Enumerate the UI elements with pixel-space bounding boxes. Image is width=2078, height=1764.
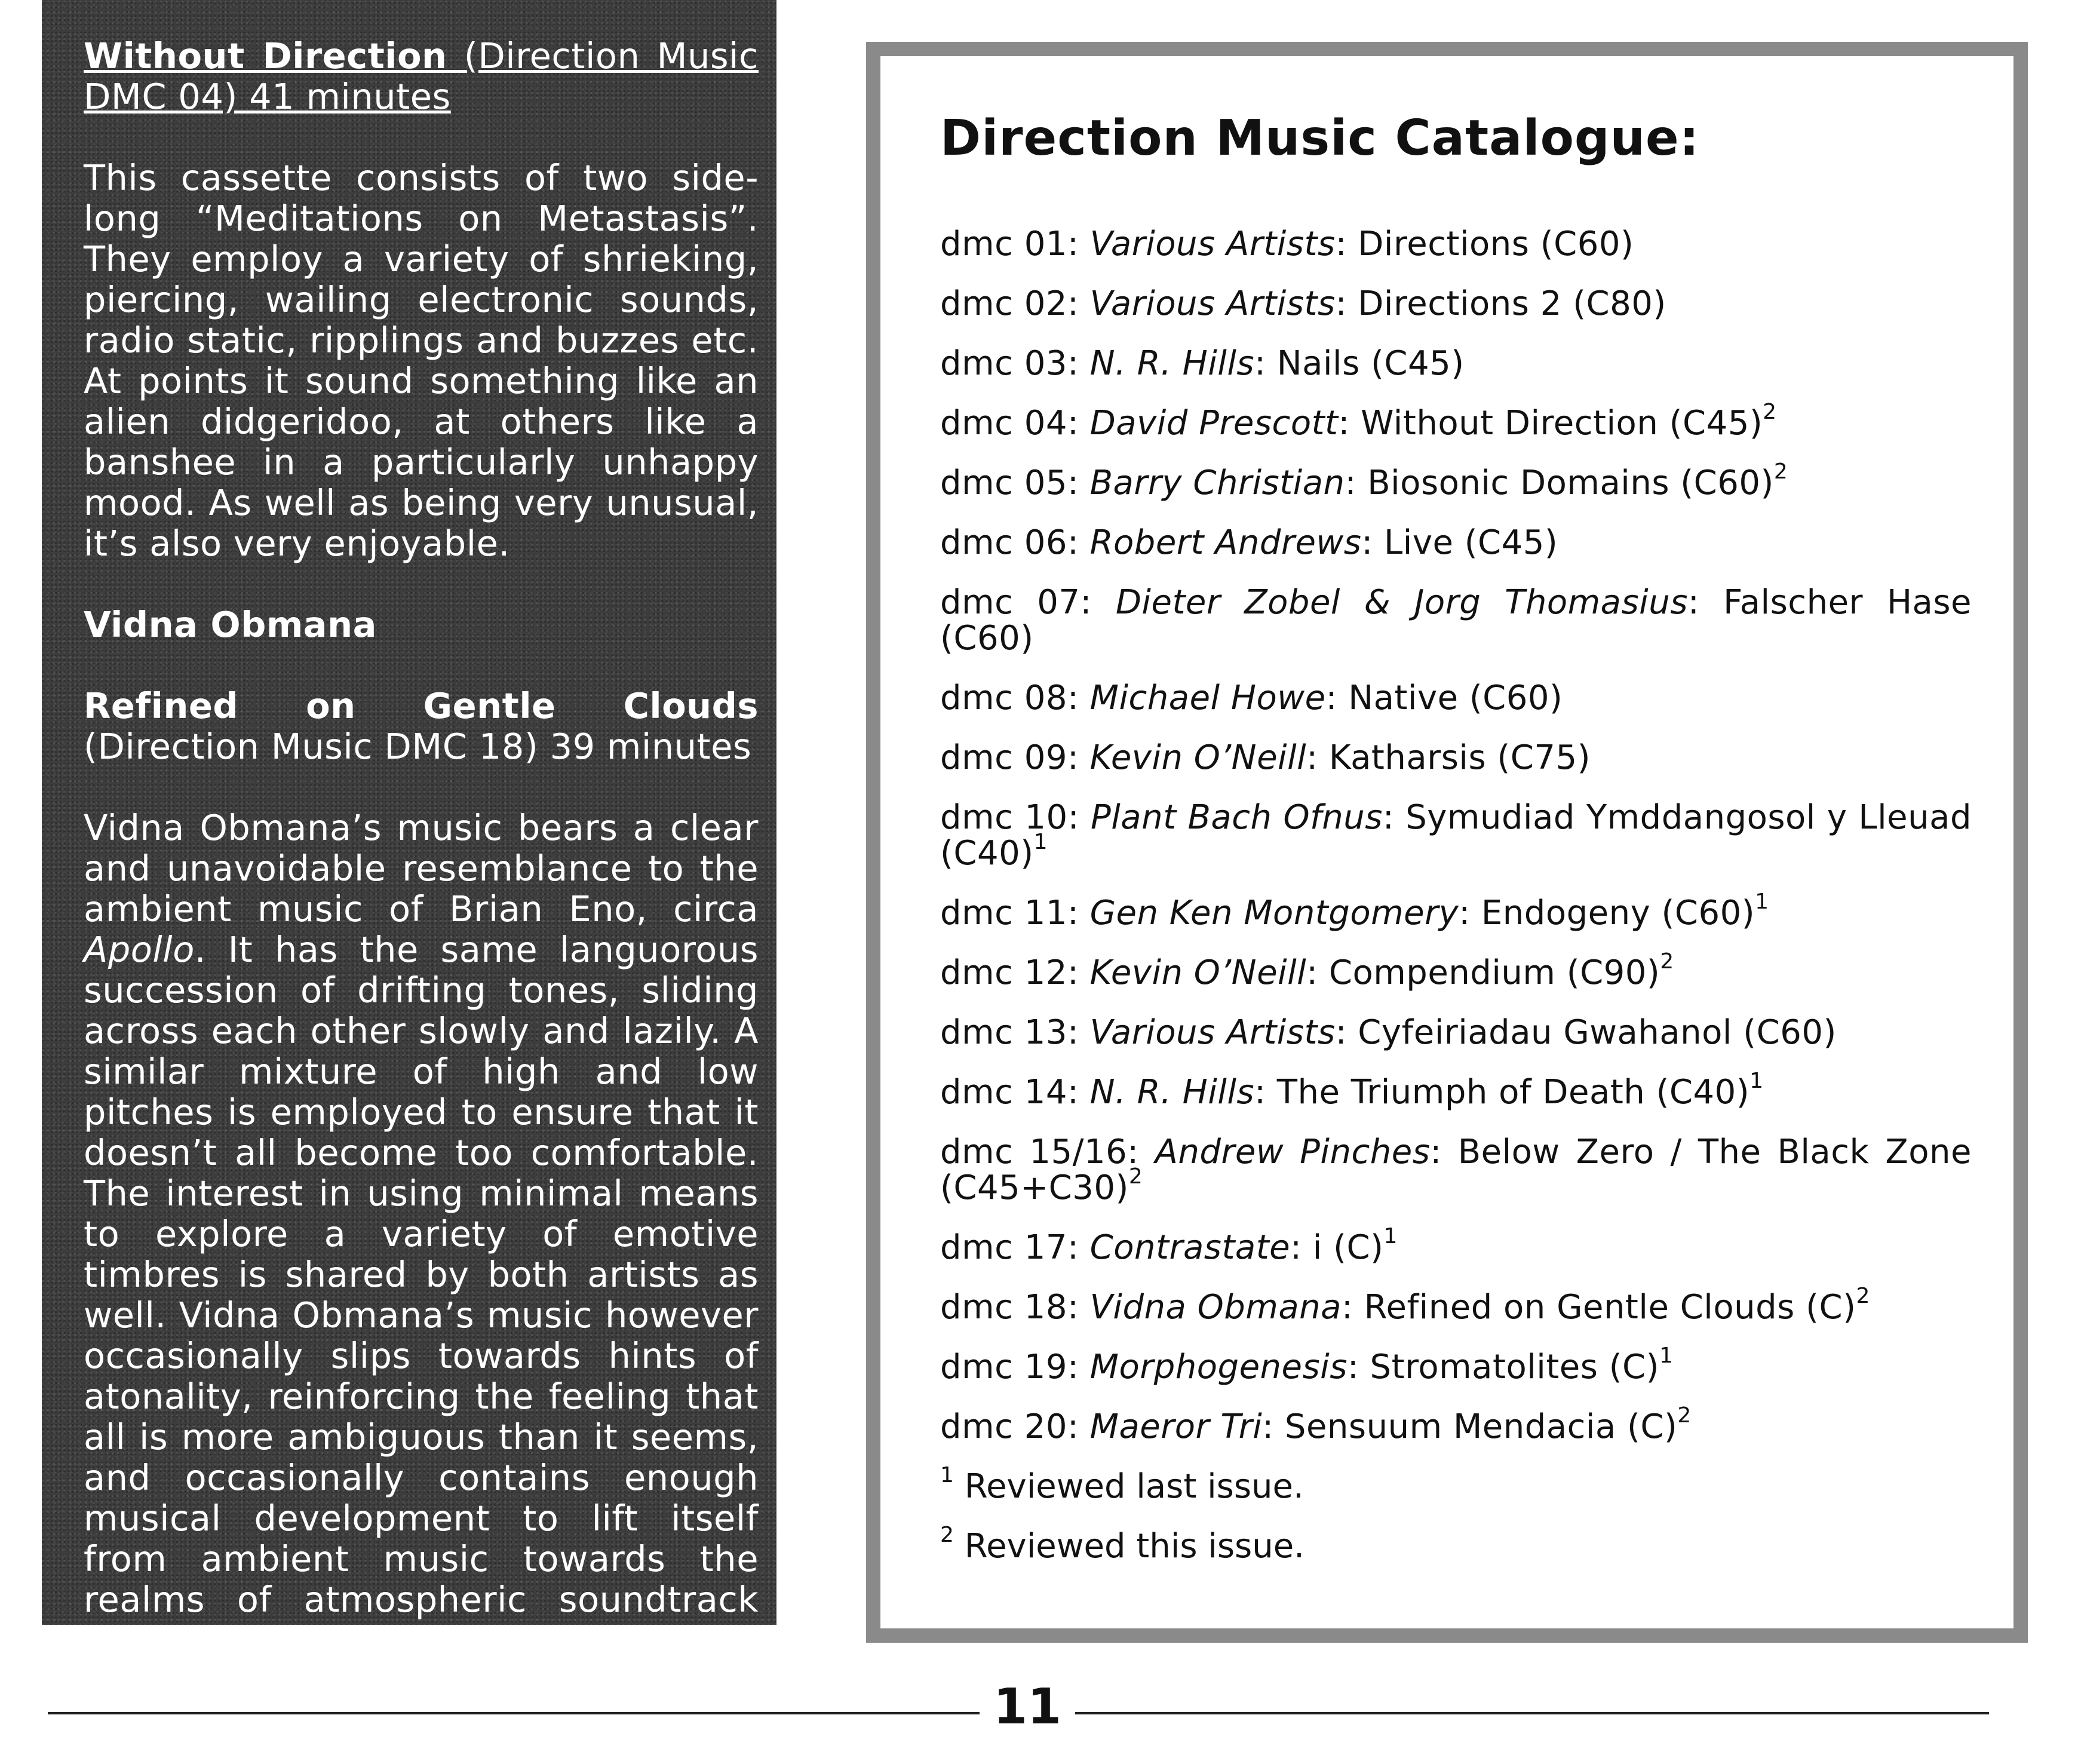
catalogue-artist: Robert Andrews xyxy=(1089,523,1362,562)
footnote-marker: 1 xyxy=(1755,889,1769,914)
catalogue-code: dmc 04: xyxy=(940,404,1090,443)
catalogue-item xyxy=(940,1015,1972,1051)
catalogue-release: : Endogeny (C60) xyxy=(1459,894,1755,932)
catalogue-artist: Contrastate xyxy=(1089,1228,1291,1267)
catalogue-code: dmc 12: xyxy=(940,953,1090,992)
catalogue-artist: Plant Bach Ofnus xyxy=(1090,798,1383,837)
catalogue-code: dmc 14: xyxy=(940,1073,1090,1112)
catalogue-code: dmc 13: xyxy=(940,1013,1090,1052)
catalogue-inner xyxy=(880,56,2013,1628)
catalogue-artist: Kevin O’Neill xyxy=(1089,953,1307,992)
catalogue-release: : Sensuum Mendacia (C) xyxy=(1262,1407,1678,1446)
review-title: Refined on Gentle Clouds xyxy=(84,685,759,726)
catalogue-artist: David Prescott xyxy=(1089,404,1339,443)
footnote-number: 2 xyxy=(940,1523,954,1547)
catalogue-code: dmc 07: xyxy=(940,583,1116,622)
catalogue-item xyxy=(940,1069,1972,1112)
catalogue-code: dmc 10: xyxy=(940,798,1091,837)
catalogue-code: dmc 06: xyxy=(940,523,1090,562)
catalogue-item xyxy=(940,800,1972,872)
catalogue-box xyxy=(866,42,2028,1643)
footer-rule-left xyxy=(48,1712,980,1714)
catalogue-artist: Various Artists xyxy=(1089,284,1336,323)
footnote-marker: 2 xyxy=(1763,400,1777,424)
catalogue-release: : Below Zero / The Black Zone (C45+C30) xyxy=(940,1133,1972,1207)
catalogue-item xyxy=(940,400,1972,443)
review-without-direction-heading xyxy=(84,36,759,117)
catalogue-item xyxy=(940,585,1972,656)
footnote-marker: 2 xyxy=(1773,459,1788,484)
footnote-marker: 1 xyxy=(1659,1343,1674,1368)
catalogue-release: : Biosonic Domains (C60) xyxy=(1345,464,1774,502)
catalogue-artist: Michael Howe xyxy=(1089,679,1326,717)
catalogue-artist: Various Artists xyxy=(1089,225,1336,263)
footnote xyxy=(940,1523,1972,1566)
footnote-marker: 2 xyxy=(1128,1164,1143,1189)
footnote-text: Reviewed this issue. xyxy=(953,1527,1304,1566)
catalogue-list xyxy=(940,226,1972,1445)
footnote-marker: 1 xyxy=(1033,830,1048,854)
catalogue-release: : Live (C45) xyxy=(1361,523,1558,562)
footnote-marker: 1 xyxy=(1383,1224,1398,1248)
catalogue-item xyxy=(940,1134,1972,1206)
catalogue-artist: Barry Christian xyxy=(1089,464,1345,502)
catalogue-item xyxy=(940,889,1972,932)
catalogue-release: : i (C) xyxy=(1290,1228,1384,1267)
catalogue-item xyxy=(940,226,1972,262)
catalogue-artist: Kevin O’Neill xyxy=(1089,738,1307,777)
catalogue-item xyxy=(940,740,1972,776)
catalogue-release: : Directions 2 (C80) xyxy=(1335,284,1666,323)
review-meta: (Direction Music DMC 04) 41 minutes xyxy=(84,35,759,117)
catalogue-code: dmc 17: xyxy=(940,1228,1090,1267)
catalogue-code: dmc 15/16: xyxy=(940,1133,1155,1171)
footnote-marker: 2 xyxy=(1660,949,1674,974)
catalogue-item xyxy=(940,459,1972,502)
catalogue-item xyxy=(940,1343,1972,1386)
catalogue-release: : Falscher Hase (C60) xyxy=(940,583,1972,658)
footnotes xyxy=(940,1463,1972,1566)
catalogue-artist: Various Artists xyxy=(1089,1013,1336,1052)
catalogue-artist: N. R. Hills xyxy=(1089,344,1255,383)
review-body: This cassette consists of two side-long “Meditations on Metastasis”. They employ a variety of shrieking, piercing, wailing electronic sounds, radio static, ripplings and buzzes etc. At points it sound something like an alien didgeridoo, at others like a banshee in a particularly unhappy mood. As well as being very unusual, it’s also very enjoyable. xyxy=(84,157,759,564)
catalogue-code: dmc 19: xyxy=(940,1348,1090,1386)
catalogue-code: dmc 18: xyxy=(940,1288,1090,1327)
catalogue-artist: Gen Ken Montgomery xyxy=(1089,894,1459,932)
artist-name: Vidna Obmana xyxy=(84,604,377,645)
footnote-number: 1 xyxy=(940,1463,954,1487)
catalogue-item xyxy=(940,1403,1972,1446)
catalogue-item xyxy=(940,346,1972,382)
review-body: Vidna Obmana’s music bears a clear and unavoidable resemblance to the ambient music of Brian Eno, circa Apollo. It has the same languorous succession of drifting tones, sliding across each other slowly and lazily. A similar mixture of high and low pitches is employed to ensure that it doesn’t all become too comfortable. The interest in using minimal means to explore a variety of emotive timbres is shared by both artists as well. Vidna Obmana’s music however occasionally slips towards hints of atonality, reinforcing the feeling that all is more ambiguous than it seems, and occasionally contains enough musical development to lift itself from ambient music towards the realms of atmospheric soundtrack material. Eminently listenable. xyxy=(84,807,759,1661)
catalogue-item xyxy=(940,286,1972,322)
catalogue-artist: Dieter Zobel & Jorg Thomasius xyxy=(1115,583,1688,622)
catalogue-artist: Andrew Pinches xyxy=(1155,1133,1431,1171)
footnote-text: Reviewed last issue. xyxy=(953,1467,1304,1506)
catalogue-code: dmc 05: xyxy=(940,464,1090,502)
catalogue-item xyxy=(940,1284,1972,1327)
catalogue-item xyxy=(940,1224,1972,1267)
catalogue-release: : Without Direction (C45) xyxy=(1338,404,1763,443)
catalogue-code: dmc 01: xyxy=(940,225,1090,263)
catalogue-code: dmc 09: xyxy=(940,738,1090,777)
catalogue-release: : Nails (C45) xyxy=(1254,344,1465,383)
catalogue-code: dmc 20: xyxy=(940,1407,1090,1446)
catalogue-item xyxy=(940,680,1972,716)
catalogue-release: : Directions (C60) xyxy=(1335,225,1634,263)
album-reference: Apollo xyxy=(84,929,195,970)
review-refined-heading xyxy=(84,686,759,767)
footnote xyxy=(940,1463,1972,1506)
catalogue-artist: Maeror Tri xyxy=(1089,1407,1263,1446)
catalogue-release: : Compendium (C90) xyxy=(1306,953,1660,992)
catalogue-artist: N. R. Hills xyxy=(1089,1073,1255,1112)
catalogue-item xyxy=(940,525,1972,561)
catalogue-release: : Native (C60) xyxy=(1325,679,1563,717)
catalogue-code: dmc 11: xyxy=(940,894,1090,932)
footer-rule-right xyxy=(1075,1712,1989,1714)
catalogue-release: : Katharsis (C75) xyxy=(1306,738,1591,777)
catalogue-code: dmc 03: xyxy=(940,344,1090,383)
footnote-marker: 2 xyxy=(1856,1284,1870,1308)
catalogue-release: : Refined on Gentle Clouds (C) xyxy=(1341,1288,1856,1327)
review-panel xyxy=(42,0,776,1661)
page-number: 11 xyxy=(993,1679,1062,1735)
catalogue-release: : Symudiad Ymddangosol y Lleuad (C40) xyxy=(940,798,1972,873)
catalogue-item xyxy=(940,949,1972,992)
catalogue-title: Direction Music Catalogue: xyxy=(940,110,1700,167)
footnote-marker: 1 xyxy=(1749,1069,1764,1093)
catalogue-code: dmc 08: xyxy=(940,679,1090,717)
catalogue-release: : The Triumph of Death (C40) xyxy=(1254,1073,1750,1112)
artist-heading xyxy=(84,605,759,645)
review-title: Without Direction xyxy=(84,35,447,76)
catalogue-artist: Vidna Obmana xyxy=(1089,1288,1342,1327)
catalogue-release: : Cyfeiriadau Gwahanol (C60) xyxy=(1335,1013,1837,1052)
catalogue-code: dmc 02: xyxy=(940,284,1090,323)
catalogue-artist: Morphogenesis xyxy=(1089,1348,1348,1386)
footnote-marker: 2 xyxy=(1677,1403,1692,1428)
catalogue-release: : Stromatolites (C) xyxy=(1347,1348,1660,1386)
review-meta: (Direction Music DMC 18) 39 minutes xyxy=(84,726,752,767)
